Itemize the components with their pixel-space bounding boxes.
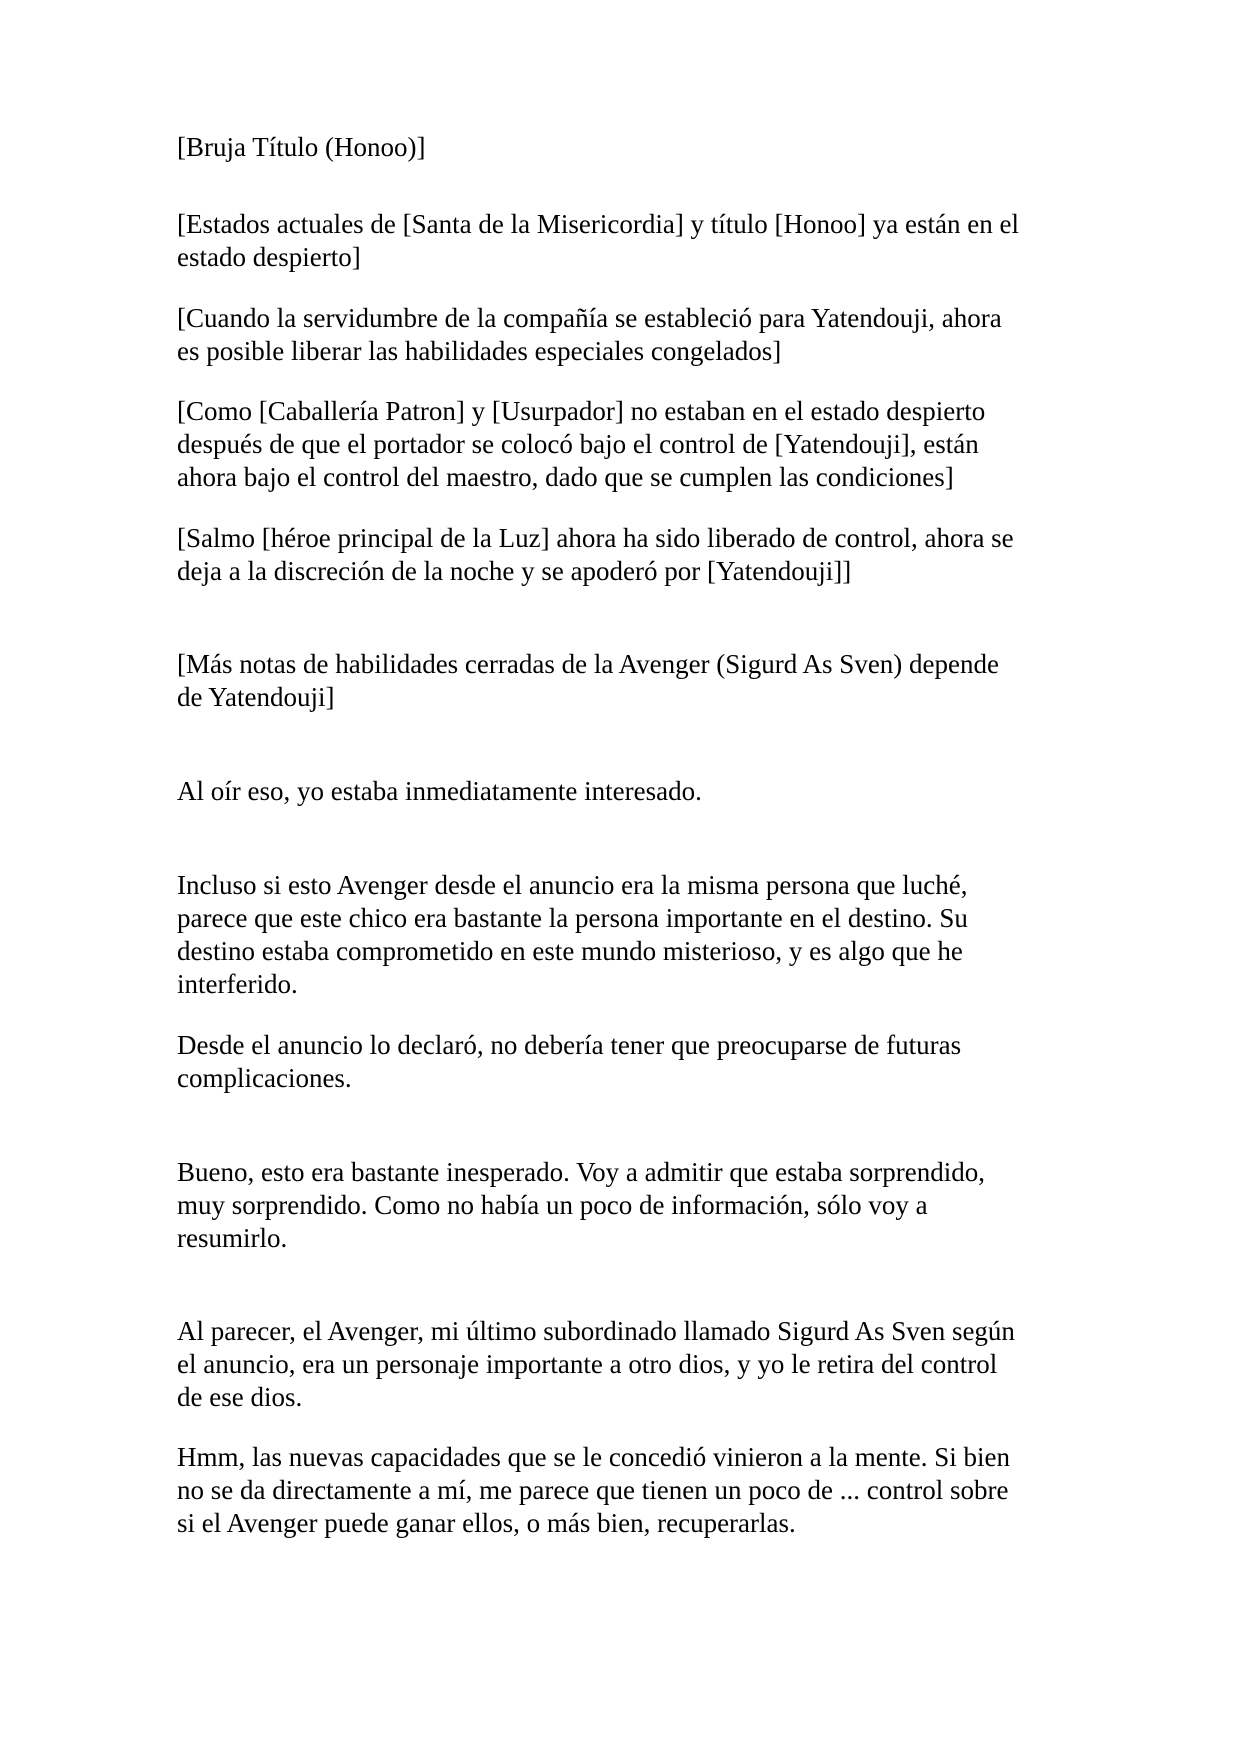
text-paragraph: [Cuando la servidumbre de la compañía se estableció para Yatendouji, ahora es posible liberar las habilidades especiales congelados]	[177, 303, 1002, 366]
heading-paragraph: [Bruja Título (Honoo)]	[177, 132, 426, 162]
text-paragraph: Desde el anuncio lo declaró, no debería tener que preocuparse de futuras complicaciones.	[177, 1030, 962, 1093]
text-paragraph: Bueno, esto era bastante inesperado. Voy a admitir que estaba sorprendido, muy sorprendido. Como no había un poco de información, sólo voy a resumirlo.	[177, 1157, 986, 1253]
text-paragraph: [Más notas de habilidades cerradas de la Avenger (Sigurd As Sven) depende de Yatendouji]	[177, 649, 999, 712]
text-paragraph: [Como [Caballería Patron] y [Usurpador] no estaban en el estado despierto después de que el portador se colocó bajo el control de [Yatendouji], están ahora bajo el control del maestro, dado que se cumplen las condiciones]	[177, 396, 986, 492]
text-paragraph: Al parecer, el Avenger, mi último subordinado llamado Sigurd As Sven según el anuncio, era un personaje importante a otro dios, y yo le retira del control de ese dios.	[177, 1316, 1015, 1412]
text-paragraph: Al oír eso, yo estaba inmediatamente interesado.	[177, 776, 702, 806]
text-paragraph: Incluso si esto Avenger desde el anuncio era la misma persona que luché, parece que este chico era bastante la persona importante en el destino. Su destino estaba comprometido en este mundo misterioso, y es algo que he interferido.	[177, 870, 968, 999]
text-paragraph: [Estados actuales de [Santa de la Misericordia] y título [Honoo] ya están en el estado despierto]	[177, 209, 1019, 272]
text-paragraph: [Salmo [héroe principal de la Luz] ahora ha sido liberado de control, ahora se deja a la discreción de la noche y se apoderó por [Yatendouji]]	[177, 523, 1014, 586]
text-paragraph: Hmm, las nuevas capacidades que se le concedió vinieron a la mente. Si bien no se da directamente a mí, me parece que tienen un poco de ... control sobre si el Avenger puede ganar ellos, o más bien, recuperarlas.	[177, 1442, 1010, 1538]
